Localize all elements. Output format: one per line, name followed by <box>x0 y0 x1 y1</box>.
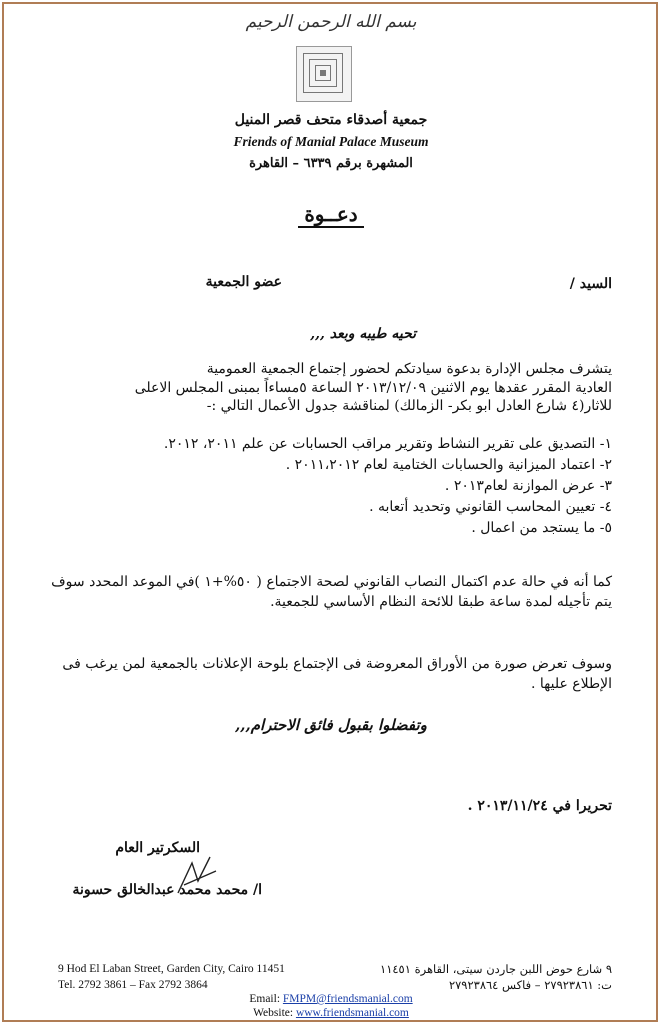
signatory-title: السكرتير العام <box>115 840 200 856</box>
quorum-note: كما أنه في حالة عدم اكتمال النصاب القانوني لصحة الاجتماع ( ٥٠%+١ )في الموعد المحدد سوف يتم تأجيله لمدة ساعة طبقا للائحة النظام الأساسي للجمعية. <box>51 574 612 610</box>
agenda-item: ٤- تعيين المحاسب القانوني وتحديد أتعابه . <box>369 499 612 515</box>
website-link[interactable]: www.friendsmanial.com <box>295 1007 409 1019</box>
organization-name-english: Friends of Manial Palace Museum <box>233 134 429 149</box>
footer-website-row <box>10 1006 652 1020</box>
body-line: العادية المقرر عقدها يوم الاثنين ٢٠١٣/١٢/٠٩ الساعة ٥مساءاً بمبنى المجلس الاعلى <box>134 379 612 396</box>
agenda-list <box>32 434 612 539</box>
body-line: للاثار(٤ شارع العادل ابو بكر- الزمالك) لمناقشة جدول الأعمال التالي :- <box>206 398 612 414</box>
letter-title-text: دعــوة <box>298 202 363 228</box>
agenda-item: ١- التصديق على تقرير النشاط وتقرير مراقب الحسابات عن علم ٢٠١١، ٢٠١٢. <box>163 436 612 452</box>
agenda-item: ٥- ما يستجد من اعمال . <box>471 520 612 536</box>
email-link[interactable]: FMPM@friendsmanial.com <box>282 993 413 1005</box>
date-line: تحريرا في ٢٠١٣/١١/٢٤ . <box>467 798 612 814</box>
letter-page <box>10 6 652 1019</box>
body-line: يتشرف مجلس الإدارة بدعوة سيادتكم لحضور إجتماع الجمعية العمومية <box>206 361 612 377</box>
agenda-item: ٢- اعتماد الميزانية والحسابات الختامية لعام ٢٠١١،٢٠١٢ . <box>285 457 612 473</box>
basmala: بسم الله الرحمن الرحيم <box>245 12 417 32</box>
footer-email-row <box>10 992 652 1006</box>
agenda-item: ٣- عرض الموازنة لعام٢٠١٣ . <box>444 478 612 494</box>
footer-contact <box>10 992 652 1020</box>
addressee-label: السيد / <box>569 276 612 292</box>
closing-phrase: وتفضلوا بقبول فائق الاحترام,,, <box>235 716 427 734</box>
footer-address-line-ar: ٩ شارع حوض اللبن جاردن سيتى، القاهرة ١١٤٥١ <box>380 962 612 976</box>
invitation-body <box>32 360 612 416</box>
website-label: Website: <box>253 1007 294 1019</box>
footer-address-arabic <box>380 961 612 993</box>
manial-palace-logo-icon <box>296 46 352 102</box>
footer-address-line: 9 Hod El Laban Street, Garden City, Cairo 11451 <box>58 963 285 975</box>
greeting: تحيه طيبه وبعد ,,, <box>310 326 416 342</box>
letter-title <box>10 202 652 226</box>
footer-address-english <box>58 961 285 993</box>
organization-name-arabic: جمعية أصدقاء متحف قصر المنيل <box>234 112 428 128</box>
documents-note: وسوف تعرض صورة من الأوراق المعروضة فى الإجتماع بلوحة الإعلانات بالجمعية لمن يرغب فى الإطلاع عليها . <box>62 656 612 692</box>
registration-number: المشهرة برقم ٦٣٣٩ – القاهرة <box>249 156 413 171</box>
email-label: Email: <box>249 993 281 1005</box>
signatory-name: ا/ محمد محمد عبدالخالق حسونة <box>72 882 262 898</box>
addressee-role: عضو الجمعية <box>205 274 282 290</box>
footer-phone-line-ar: ت: ٢٧٩٢٣٨٦١ – فاكس ٢٧٩٢٣٨٦٤ <box>448 978 612 992</box>
footer-phone-line: Tel. 2792 3861 – Fax 2792 3864 <box>58 979 208 991</box>
